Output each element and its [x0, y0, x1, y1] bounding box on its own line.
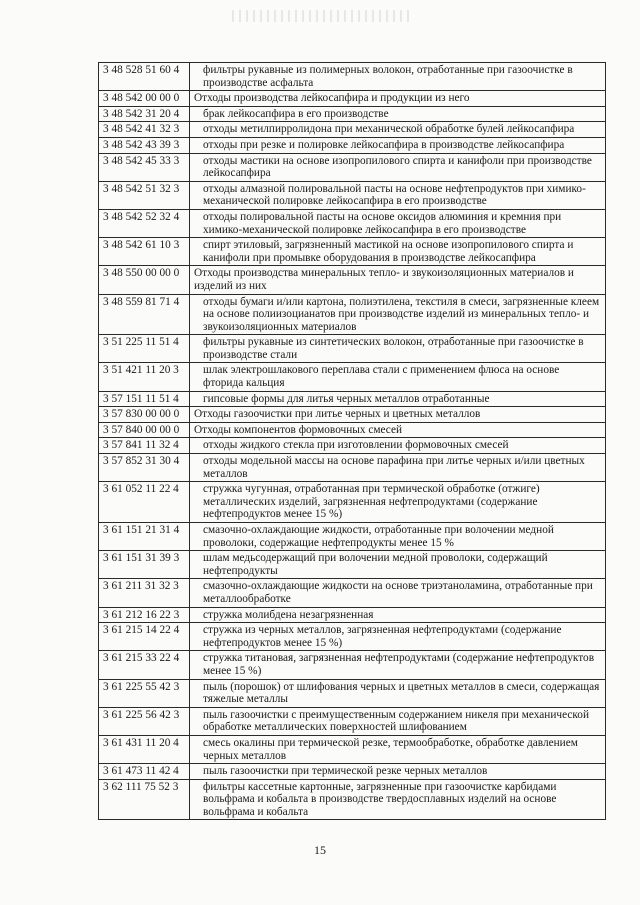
waste-code-cell: 3 48 542 41 32 3: [99, 122, 190, 138]
table-row: [99, 335, 606, 363]
table-row: [99, 209, 606, 237]
waste-description-cell: отходы полировальной пасты на основе оксидов алюминия и кремния при химико-механической полировке лейкосапфира в его производстве: [190, 209, 606, 237]
waste-description-cell: смазочно-охлаждающие жидкости на основе триэтаноламина, отработанные при металлообработке: [190, 579, 606, 607]
waste-code-cell: 3 51 421 11 20 3: [99, 363, 190, 391]
waste-group-description-cell: Отходы компонентов формовочных смесей: [190, 422, 606, 438]
waste-code-cell: 3 57 841 11 32 4: [99, 438, 190, 454]
waste-description-cell: спирт этиловый, загрязненный мастикой на основе изопропилового спирта и канифоли при промывке оборудования в производстве лейкосапфира: [190, 238, 606, 266]
waste-code-cell: 3 61 211 31 32 3: [99, 579, 190, 607]
waste-code-cell: 3 48 542 00 00 0: [99, 91, 190, 107]
table-row: [99, 579, 606, 607]
table-row: [99, 153, 606, 181]
table-row: [99, 391, 606, 407]
waste-code-cell: 3 48 542 45 33 3: [99, 153, 190, 181]
waste-code-cell: 3 48 542 51 32 3: [99, 181, 190, 209]
waste-description-cell: стружка молибдена незагрязненная: [190, 607, 606, 623]
waste-description-cell: шлам медьсодержащий при волочении медной проволоки, содержащий нефтепродукты: [190, 551, 606, 579]
waste-description-cell: отходы модельной массы на основе парафина при литье черных и/или цветных металлов: [190, 454, 606, 482]
waste-code-cell: 3 48 542 43 39 3: [99, 137, 190, 153]
waste-code-cell: 3 61 225 55 42 3: [99, 679, 190, 707]
table-row: [99, 607, 606, 623]
waste-code-cell: 3 61 215 14 22 4: [99, 623, 190, 651]
waste-code-cell: 3 57 852 31 30 4: [99, 454, 190, 482]
table-row: [99, 91, 606, 107]
table-row: [99, 63, 606, 91]
table-row: [99, 294, 606, 335]
table-row: [99, 181, 606, 209]
waste-code-cell: 3 61 431 11 20 4: [99, 735, 190, 763]
waste-code-cell: 3 61 212 16 22 3: [99, 607, 190, 623]
waste-description-cell: гипсовые формы для литья черных металлов отработанные: [190, 391, 606, 407]
waste-description-cell: фильтры рукавные из синтетических волокон, отработанные при газоочистке в производстве стали: [190, 335, 606, 363]
table-row: [99, 735, 606, 763]
table-row: [99, 779, 606, 820]
table-row: [99, 651, 606, 679]
waste-description-cell: отходы жидкого стекла при изготовлении формовочных смесей: [190, 438, 606, 454]
waste-description-cell: стружка из черных металлов, загрязненная нефтепродуктами (содержание нефтепродуктов менее 15 %): [190, 623, 606, 651]
waste-code-cell: 3 48 542 52 32 4: [99, 209, 190, 237]
waste-description-cell: пыль газоочистки при термической резке черных металлов: [190, 764, 606, 780]
waste-description-cell: стружка чугунная, отработанная при термической обработке (отжиге) металлических изделий, загрязненная нефтепродуктами (содержание нефтепродуктов менее 15 %): [190, 482, 606, 523]
waste-description-cell: отходы бумаги и/или картона, полиэтилена, текстиля в смеси, загрязненные клеем на основе полиизоцианатов при производстве изделий из минеральных тепло- и звукоизоляционных материалов: [190, 294, 606, 335]
waste-code-cell: 3 61 151 21 31 4: [99, 523, 190, 551]
table-row: [99, 707, 606, 735]
table-row: [99, 679, 606, 707]
waste-code-table: [98, 62, 606, 820]
waste-description-cell: отходы мастики на основе изопропилового спирта и канифоли при производстве лейкосапфира: [190, 153, 606, 181]
table-body: [99, 63, 606, 820]
waste-code-cell: 3 62 111 75 52 3: [99, 779, 190, 820]
waste-description-cell: пыль газоочистки с преимущественным содержанием никеля при механической обработке металлических поверхностей шлифованием: [190, 707, 606, 735]
waste-description-cell: смесь окалины при термической резке, термообработке, обработке давлением черных металлов: [190, 735, 606, 763]
waste-description-cell: отходы метилпирролидона при механической обработке булей лейкосапфира: [190, 122, 606, 138]
waste-description-cell: фильтры рукавные из полимерных волокон, отработанные при газоочистке в производстве асфальта: [190, 63, 606, 91]
waste-code-cell: 3 61 151 31 39 3: [99, 551, 190, 579]
table-row: [99, 551, 606, 579]
waste-code-cell: 3 48 528 51 60 4: [99, 63, 190, 91]
table-row: [99, 454, 606, 482]
waste-code-cell: 3 51 225 11 51 4: [99, 335, 190, 363]
scan-artifact: [232, 10, 412, 22]
waste-code-cell: 3 61 225 56 42 3: [99, 707, 190, 735]
table-row: [99, 266, 606, 294]
table-row: [99, 438, 606, 454]
waste-description-cell: пыль (порошок) от шлифования черных и цветных металлов в смеси, содержащая тяжелые металлы: [190, 679, 606, 707]
table-row: [99, 238, 606, 266]
waste-description-cell: фильтры кассетные картонные, загрязненные при газоочистке карбидами вольфрама и кобальта в производстве твердосплавных изделий на основе вольфрама и кобальта: [190, 779, 606, 820]
table-row: [99, 764, 606, 780]
table-row: [99, 623, 606, 651]
waste-group-description-cell: Отходы производства минеральных тепло- и звукоизоляционных материалов и изделий из них: [190, 266, 606, 294]
waste-code-cell: 3 48 542 31 20 4: [99, 106, 190, 122]
waste-code-cell: 3 57 151 11 51 4: [99, 391, 190, 407]
waste-description-cell: отходы при резке и полировке лейкосапфира в производстве лейкосапфира: [190, 137, 606, 153]
waste-code-cell: 3 61 052 11 22 4: [99, 482, 190, 523]
table-row: [99, 482, 606, 523]
table-row: [99, 523, 606, 551]
waste-description-cell: отходы алмазной полировальной пасты на основе нефтепродуктов при химико-механической полировке лейкосапфира в его производстве: [190, 181, 606, 209]
table-row: [99, 407, 606, 423]
page-number: 15: [314, 843, 326, 857]
waste-description-cell: брак лейкосапфира в его производстве: [190, 106, 606, 122]
waste-code-cell: 3 57 830 00 00 0: [99, 407, 190, 423]
table-row: [99, 422, 606, 438]
table-row: [99, 122, 606, 138]
table-row: [99, 363, 606, 391]
waste-description-cell: шлак электрошлакового переплава стали с применением флюса на основе фторида кальция: [190, 363, 606, 391]
table-row: [99, 106, 606, 122]
waste-group-description-cell: Отходы газоочистки при литье черных и цветных металлов: [190, 407, 606, 423]
waste-description-cell: стружка титановая, загрязненная нефтепродуктами (содержание нефтепродуктов менее 15 %): [190, 651, 606, 679]
waste-code-cell: 3 57 840 00 00 0: [99, 422, 190, 438]
waste-code-cell: 3 48 550 00 00 0: [99, 266, 190, 294]
waste-code-cell: 3 48 559 81 71 4: [99, 294, 190, 335]
table-row: [99, 137, 606, 153]
waste-code-cell: 3 61 215 33 22 4: [99, 651, 190, 679]
waste-code-cell: 3 48 542 61 10 3: [99, 238, 190, 266]
waste-group-description-cell: Отходы производства лейкосапфира и продукции из него: [190, 91, 606, 107]
waste-description-cell: смазочно-охлаждающие жидкости, отработанные при волочении медной проволоки, содержащие нефтепродукты менее 15 %: [190, 523, 606, 551]
waste-code-cell: 3 61 473 11 42 4: [99, 764, 190, 780]
